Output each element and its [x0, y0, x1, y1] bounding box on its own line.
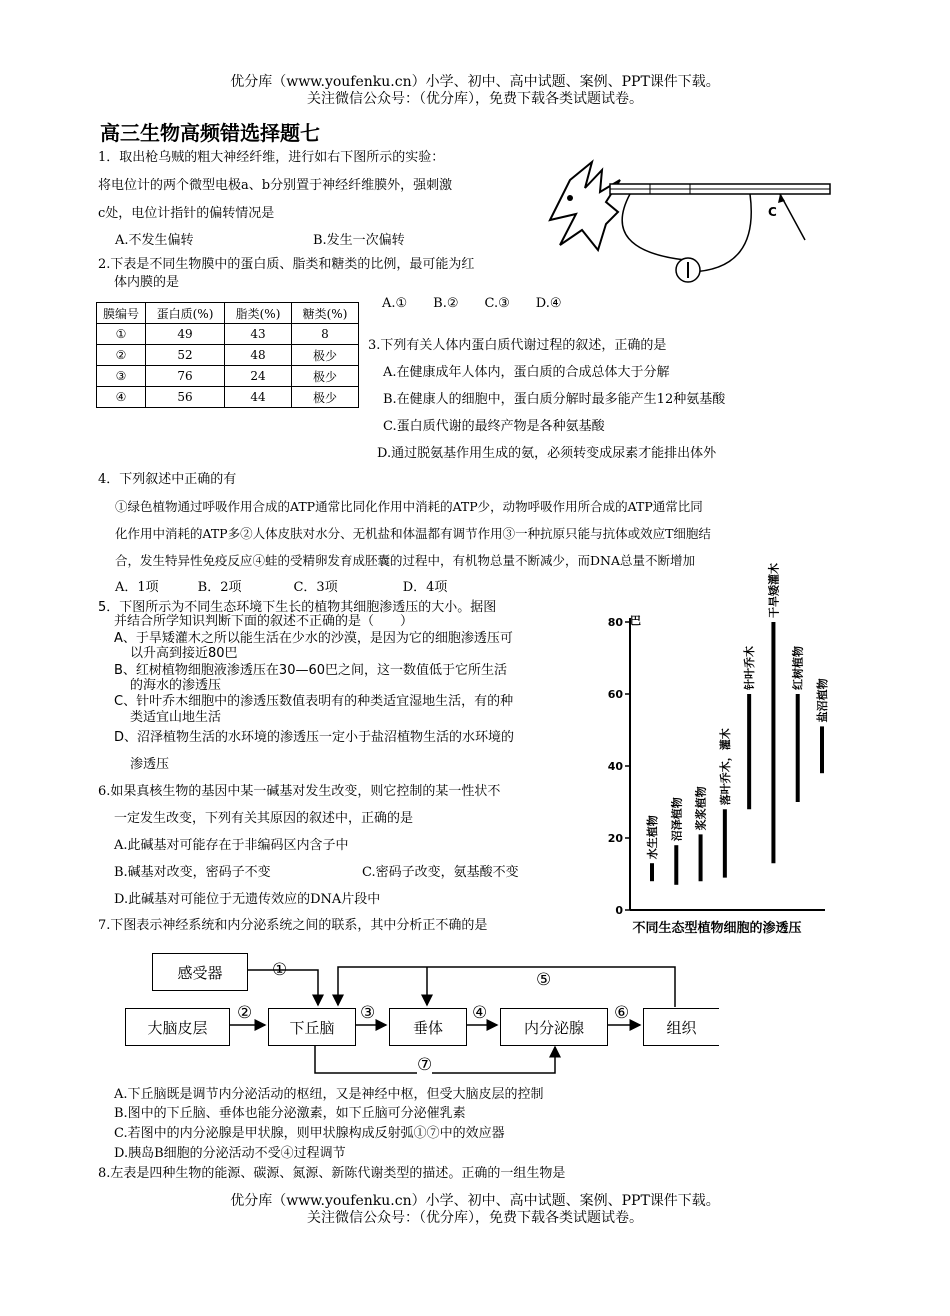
table-cell: 24 [225, 366, 292, 387]
arrow-label-3: ③ [360, 1003, 376, 1023]
q1-option-a: A.不发生偏转 [115, 233, 194, 248]
bar-label: 落叶乔木，灌木 [718, 728, 732, 806]
table-row [97, 324, 359, 345]
table-header: 糖类(%) [292, 303, 359, 324]
arrow-label-5: ⑤ [536, 970, 552, 990]
table-row [97, 366, 359, 387]
q5-stem-1: 5．下图所示为不同生态环境下生长的植物其细胞渗透压的大小。据图 [98, 600, 497, 615]
table-cell: 56 [146, 387, 225, 408]
q1-stem-3: c处，电位计指针的偏转情况是 [98, 206, 275, 221]
q5-option-a-1: A、于旱矮灌木之所以能生活在少水的沙漠，是因为它的细胞渗透压可 [114, 631, 513, 646]
bar-label: 针叶乔木 [743, 646, 757, 690]
q6-option-c: C.密码子改变，氨基酸不变 [362, 865, 519, 880]
q7-stem: 7.下图表示神经系统和内分泌系统之间的联系，其中分析正不确的是 [98, 918, 488, 933]
q5-option-d-2: 渗透压 [130, 757, 170, 772]
table-header-row [97, 303, 359, 324]
osmotic-pressure-chart [600, 563, 835, 940]
chart-title: 不同生态型植物细胞的渗透压 [632, 921, 802, 936]
table-cell: 8 [292, 324, 359, 345]
q5-option-c-1: C、针叶乔木细胞中的渗透压数值表明有的种类适宜湿地生活，有的种 [114, 694, 514, 709]
q2-stem-2: 体内膜的是 [114, 275, 180, 290]
q3-option-a: A.在健康成年人体内，蛋白质的合成总体大于分解 [383, 365, 670, 380]
bar-label: 浆浆植物 [694, 786, 708, 831]
bar-label: 沼泽植物 [670, 797, 684, 842]
table-cell: 43 [225, 324, 292, 345]
q3-option-d: D.通过脱氨基作用生成的氨，必须转变成尿素才能排出体外 [377, 446, 717, 461]
arrow-label-1: ① [272, 960, 288, 980]
q4-statement-3: 合，发生特异性免疫反应④蛙的受精卵发育成胚囊的过程中，有机物总量不断减少，而DNA总量不断增加 [115, 553, 695, 568]
endocrine-gland-box: 内分泌腺 [500, 1008, 608, 1046]
q1-option-b: B.发生一次偏转 [313, 233, 405, 248]
q5-option-c-2: 类适宜山地生活 [130, 710, 222, 725]
q8-stem: 8.左表是四种生物的能源、碳源、氮源、新陈代谢类型的描述。正确的一组生物是 [98, 1166, 566, 1181]
q4-stem: 4．下列叙述中正确的有 [98, 472, 237, 487]
table-cell: 44 [225, 387, 292, 408]
table-cell: 极少 [292, 345, 359, 366]
y-tick-label: 80 [607, 616, 623, 629]
nerve-fiber-figure [540, 150, 835, 290]
cerebral-cortex-box: 大脑皮层 [125, 1008, 230, 1046]
membrane-table [96, 302, 359, 408]
bar-label: 干旱矮灌木 [767, 563, 781, 618]
header-line-2: 关注微信公众号：（优分库），免费下载各类试题试卷。 [307, 91, 643, 107]
table-row [97, 345, 359, 366]
y-tick-label: 40 [607, 760, 623, 773]
table-header: 脂类(%) [225, 303, 292, 324]
footer-line-1: 优分库（www.youfenku.cn）小学、初中、高中试题、案例、PPT课件下载。 [230, 1193, 720, 1209]
bar-label: 盐沼植物 [816, 678, 829, 723]
q2-stem-1: 2.下表是不同生物膜中的蛋白质、脂类和糖类的比例，最可能为红 [98, 257, 475, 272]
q3-option-b: B.在健康人的细胞中，蛋白质分解时最多能产生12种氨基酸 [383, 392, 726, 407]
q4-options: A．1项 B．2项 C．3项 D．4项 [115, 580, 448, 595]
q1-stem-2: 将电位计的两个微型电极a、b分别置于神经纤维膜外，强刺激 [98, 178, 453, 193]
header-line-1: 优分库（www.youfenku.cn）小学、初中、高中试题、案例、PPT课件下载。 [230, 74, 720, 90]
q6-stem-2: 一定发生改变，下列有关其原因的叙述中，正确的是 [114, 811, 414, 826]
table-header: 膜编号 [97, 303, 146, 324]
receptor-box: 感受器 [152, 953, 248, 991]
q7-option-b: B.图中的下丘脑、垂体也能分泌激素，如下丘脑可分泌催乳素 [114, 1106, 466, 1121]
arrow-label-7: ⑦ [417, 1055, 433, 1075]
q5-option-b-1: B、红树植物细胞液渗透压在30—60巴之间，这一数值低于它所生活 [114, 663, 508, 678]
q5-option-d-1: D、沼泽植物生活的水环境的渗透压一定小于盐沼植物生活的水环境的 [114, 730, 515, 745]
table-cell: 52 [146, 345, 225, 366]
table-cell: ② [97, 345, 146, 366]
y-tick-label: 60 [607, 688, 623, 701]
table-row [97, 387, 359, 408]
q7-option-d: D.胰岛B细胞的分泌活动不受④过程调节 [114, 1146, 346, 1161]
arrow-label-6: ⑥ [614, 1003, 630, 1023]
q3-option-c: C.蛋白质代谢的最终产物是各种氨基酸 [383, 419, 605, 434]
q5-option-a-2: 以升高到接近80巴 [130, 646, 238, 661]
arrow-label-2: ② [237, 1003, 253, 1023]
table-cell: 76 [146, 366, 225, 387]
y-unit-label: 巴 [630, 614, 641, 627]
neuroendocrine-diagram [100, 945, 720, 1080]
table-cell: 极少 [292, 387, 359, 408]
q6-option-a: A.此碱基对可能存在于非编码区内含子中 [114, 838, 349, 853]
q2-options: A.① B.② C.③ D.④ [382, 296, 562, 311]
q1-stem-1: 1．取出枪乌贼的粗大神经纤维，进行如右下图所示的实验： [98, 150, 445, 165]
table-cell: ④ [97, 387, 146, 408]
table-cell: 极少 [292, 366, 359, 387]
table-cell: 49 [146, 324, 225, 345]
page-title: 高三生物高频错选择题七 [100, 121, 320, 145]
q4-statement-2: 化作用中消耗的ATP多②人体皮肤对水分、无机盐和体温都有调节作用③一种抗原只能与抗体或效应T细胞结 [115, 526, 711, 541]
q6-option-d: D.此碱基对可能位于无遗传效应的DNA片段中 [114, 892, 381, 907]
table-cell: ③ [97, 366, 146, 387]
stimulus-c-label: C [768, 205, 777, 219]
q7-option-c: C.若图中的内分泌腺是甲状腺，则甲状腺构成反射弧①⑦中的效应器 [114, 1126, 505, 1141]
bar-label: 红树植物 [791, 646, 805, 690]
table-cell: ① [97, 324, 146, 345]
table-cell: 48 [225, 345, 292, 366]
q5-stem-2: 并结合所学知识判断下面的叙述不正确的是（ ） [114, 614, 414, 629]
pituitary-box: 垂体 [389, 1008, 467, 1046]
q6-option-b: B.碱基对改变，密码子不变 [114, 865, 271, 880]
q6-stem-1: 6.如果真核生物的基因中某一碱基对发生改变，则它控制的某一性状不 [98, 784, 501, 799]
hypothalamus-box: 下丘脑 [268, 1008, 356, 1046]
table-header: 蛋白质(%) [146, 303, 225, 324]
q3-stem: 3.下列有关人体内蛋白质代谢过程的叙述，正确的是 [368, 338, 667, 353]
y-tick-label: 0 [615, 904, 623, 917]
tissue-box: 组织 [643, 1008, 719, 1046]
bar-label: 水生植物 [646, 815, 659, 860]
y-tick-label: 20 [607, 832, 623, 845]
q7-option-a: A.下丘脑既是调节内分泌活动的枢纽，又是神经中枢，但受大脑皮层的控制 [114, 1087, 544, 1102]
arrow-label-4: ④ [472, 1003, 488, 1023]
footer-line-2: 关注微信公众号：（优分库），免费下载各类试题试卷。 [307, 1210, 643, 1226]
q5-option-b-2: 的海水的渗透压 [130, 678, 222, 693]
q4-statement-1: ①绿色植物通过呼吸作用合成的ATP通常比同化作用中消耗的ATP少，动物呼吸作用所合成的ATP通常比同 [115, 499, 703, 514]
